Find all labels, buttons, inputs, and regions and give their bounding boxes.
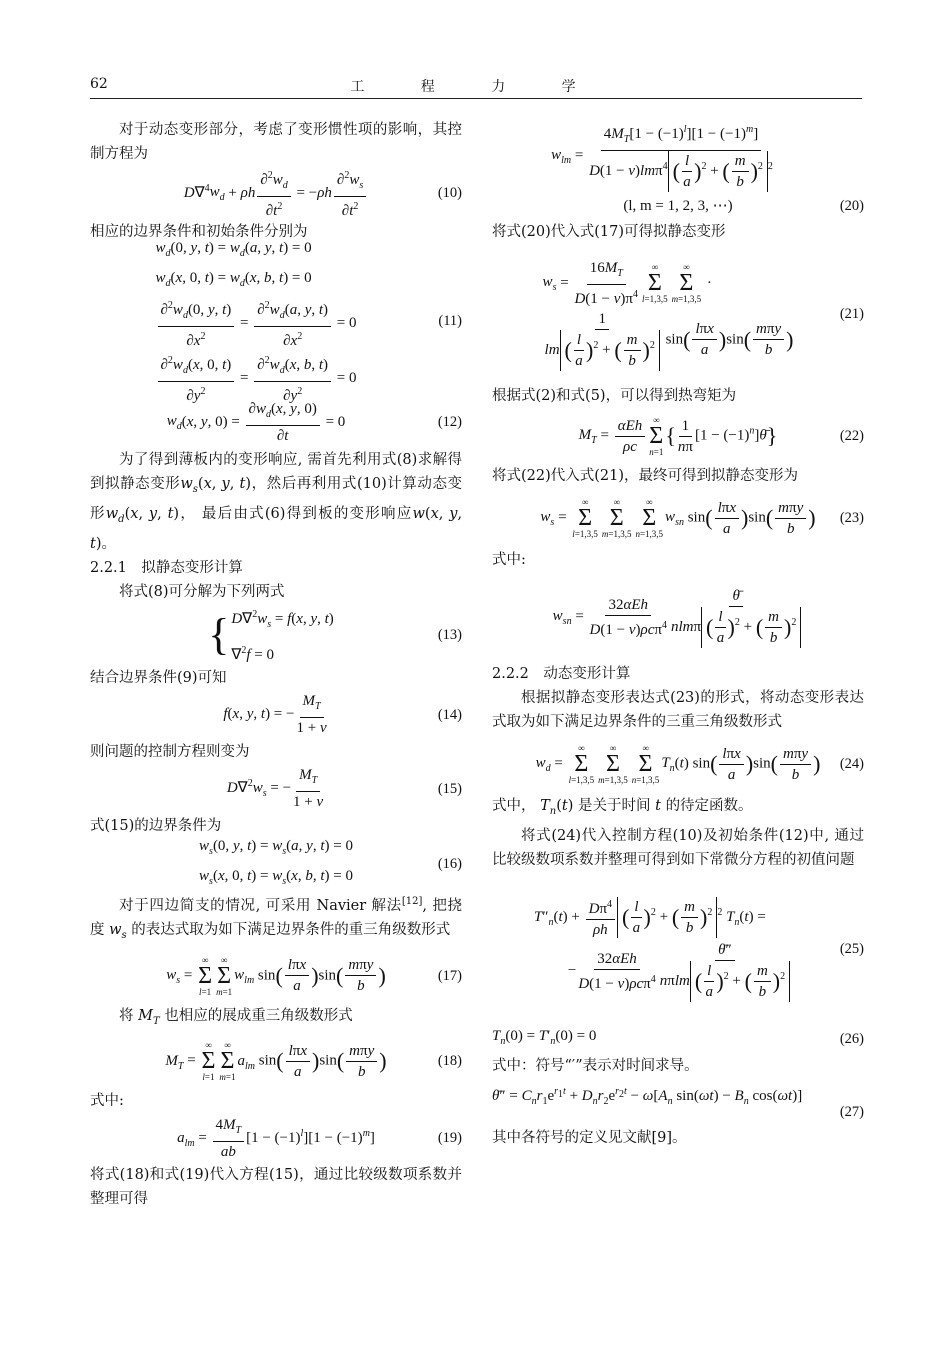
page-number: 62: [90, 76, 108, 92]
equation-12: $w_d(x$, y, 0) = $\frac{\partial w_d(x, y, 0)}{\partial t}$ = 0 (12): [166, 400, 462, 444]
equation-number: (27): [839, 1103, 864, 1120]
equation-number: (11): [438, 313, 462, 329]
paragraph: 将式(20)代入式(17)可得拟静态变形: [492, 224, 726, 240]
equation-number: (21): [839, 306, 864, 322]
equation-24: $w_d$ = ∞ Σ l=1,3,5 ∞ Σ m=1,3,5 ∞ Σ n=1,3,5 $T_n(t)$ sin( $\frac{\text{lπx}}{a}$ )sin( $\frac{\text{mπy}}{b}$ ) (24): [535, 743, 864, 785]
equation-22: $M_T$ = $\frac{\text{αEh}}{\rho c}$ ∞ Σ n=1 { $\frac{1}{n\pi}$ $[1 - (-1)^n]\thetā$} (22): [578, 415, 864, 457]
paragraph: 则问题的控制方程则变为: [90, 743, 250, 760]
equation-13: { $D\nabla^2w_s = f(x$, y, t) ∇$^2$f = 0 (13): [208, 608, 462, 663]
paragraph: 将式(8)可分解为下列两式: [119, 583, 285, 600]
equation-14: f(x, y, t) = − $\frac{M_T}{1 + \nu}$ (14): [223, 693, 462, 737]
equation-number: (14): [437, 706, 462, 723]
paragraph: 将 $M_T$ 也相应的展成重三角级数形式: [119, 1007, 353, 1027]
equation-21: $w_s$ = $\frac{16M_T}{D(1 - \nu)\pi^4}$ ∞ Σ l=1,3,5 ∞ Σ m=1,3,5 · 1 lm ( $\frac{l}{a}$ )$^2$ + ( $\frac{m}{b}$ )$^2$ sin( $\frac{\text{lπx}}{a}$ )sin( $\frac{\text{mπy}}{b}$ ) (21): [542, 259, 864, 369]
paragraph: 结合边界条件(9)可知: [90, 669, 227, 686]
equation-number: (26): [839, 1030, 864, 1047]
equation-16: $w_s(0$, y, $t) = w_s(a$, y, t) = 0 $w_s(x$, 0, $t) = w_s(x$, b, t) = 0 (16): [199, 837, 462, 887]
equation-number: (22): [839, 428, 864, 444]
equation-number: (20): [839, 198, 864, 214]
equation-25: $T''_n(t)$ + $\frac{D\pi^4}{\rho h}$ ( $\frac{l}{a}$ )$^2$ + ( $\frac{m}{b}$ )$^2$ $^2$ $T_n(t)$ = − $\frac{\text{32αEh}}{D(1 - \nu)\rho c\pi^4}$ θ̄″ nπlm ( $\frac{l}{a}$ )$^2$ + ( $\frac{m}{b}$ )$^2$ (25): [492, 874, 864, 1024]
paragraph: 根据式(2)和式(5)，可以得到热弯矩为: [492, 388, 737, 404]
left-column: [90, 118, 462, 1211]
section-heading: 2.2.1 拟静态变形计算: [90, 559, 243, 576]
paragraph: 式(15)的边界条件为: [90, 817, 222, 834]
equation-10: $D\nabla^4w_d + \rho h$ $\frac{\partial^2w_d}{\partial t^2}$ = −ρh $\frac{\partial^2w_s}{\partial t^2}$ (10): [90, 168, 462, 218]
paragraph: 将式(24)代入控制方程(10)及初始条件(12)中, 通过比较级数项系数并整理可得到如下常微分方程的初值问题: [492, 827, 864, 868]
paragraph: 式中：符号“′”表示对时间求导。: [492, 1057, 699, 1074]
equation-number: (12): [437, 414, 462, 430]
paragraph: 式中:: [492, 552, 526, 568]
equation-number: (17): [437, 967, 462, 984]
equation-number: (19): [437, 1130, 462, 1147]
paragraph: 将式(18)和式(19)代入方程(15)，通过比较级数项系数并整理可得: [90, 1167, 462, 1208]
equation-number: (18): [437, 1053, 462, 1070]
equation-wsn: $w_{sn}$ = $\frac{\text{32αEh}}{D(1 - \nu)\rho c\pi^4}$ θ̄ nlmπ ( $\frac{l}{a}$ )$^2$ + ( $\frac{m}{b}$ )$^2$: [492, 574, 864, 660]
paragraph: 将式(22)代入式(21)，最终可得到拟静态变形为: [492, 468, 799, 484]
equation-11: $w_d(0$, y, $t) = w_d(a$, y, t) = 0 $w_d(x$, 0, $t) = w_d(x$, b, t) = 0 $\frac{\partial^2w_d(0, y, t)}{\partial x^2}$ = $\frac{\partial^2w_d(a, y, t)}{\partial x^2}$ = 0 $\frac{\partial^2w_d(x, 0, t)}{\partial y^2}$ = $\frac{\partial^2w_d(x, b, t)}{\partial y^2}$ = 0 (11): [155, 240, 462, 404]
paragraph: 为了得到薄板内的变形响应, 需首先利用式(8)求解得到拟静态变形$w_s(x$, y, t)，然后再利用式(10)计算动态变形$w_d(x$, y, t)， 最后由式(6)得到板的变形响应w(x, y, t)。: [90, 452, 463, 552]
section-heading: 2.2.2 动态变形计算: [492, 666, 631, 682]
paragraph: 对于动态变形部分，考虑了变形惯性项的影响，其控制方程为: [90, 122, 462, 162]
equation-number: (10): [437, 185, 462, 201]
paragraph: 对于四边简支的情况, 可采用 Navier 解法[12], 把挠度 $w_s$ 的表达式取为如下满足边界条件的重三角级数形式: [90, 895, 463, 941]
equation-number: (24): [839, 756, 864, 772]
paragraph: 式中， $T_n(t)$ 是关于时间 t 的待定函数。: [492, 798, 753, 817]
equation-20-range: (l, m = 1, 2, 3, ⋯) (20): [492, 194, 864, 218]
equation-number: (25): [839, 940, 864, 957]
right-column: [492, 118, 864, 1150]
equation-number: (15): [437, 780, 462, 797]
equation-26: $T_n(0) = T'_n(0) = 0$ (26): [492, 1026, 864, 1052]
equation-number: (13): [437, 626, 462, 643]
page-header: [90, 76, 862, 99]
equation-17: $w_s$ = ∞ Σ l=1 ∞ Σ m=1 $w_{lm}$ sin( $\frac{\text{lπx}}{a}$ )sin( $\frac{\text{mπy}}{b}$ ) (17): [166, 954, 462, 997]
equation-27: θ̄″ = $C_nr_1e^{r_1t} + D_nr_2e^{r_2t} - \omega[A_n$ $\sin(\omega t) - B_n$ cos(ωt)] (27): [492, 1080, 864, 1124]
equation-number: (16): [437, 855, 462, 872]
paragraph: 根据拟静态变形表达式(23)的形式，将动态变形表达式取为如下满足边界条件的三重三角级数形式: [492, 690, 864, 730]
journal-title: 工 程 力 学: [350, 79, 602, 95]
paragraph: 相应的边界条件和初始条件分别为: [90, 224, 308, 240]
equation-18: $M_T$ = ∞ Σ l=1 ∞ Σ m=1 $a_{lm}$ sin( $\frac{\text{lπx}}{a}$ )sin( $\frac{\text{mπy}}{b}$ ) (18): [165, 1040, 462, 1083]
equation-number: (23): [839, 510, 864, 526]
equation-20: $w_{lm}$ = $4M_T[1 - (-1)^l][1 - (-1)^m]$ D(1 − ν)lmπ$^4$ ( $\frac{l}{a}$ )$^2$ + ( $\frac{m}{b}$ )$^2$ $^2$: [492, 120, 864, 192]
paragraph: 式中:: [90, 1093, 124, 1110]
equation-19: $a_{lm}$ = $\frac{4M_T}{ab}$ $[1 - (-1)^l][1 - (-1)^m]$ (19): [177, 1116, 462, 1160]
paragraph: 其中各符号的定义见文献[9]。: [492, 1129, 687, 1146]
equation-23: $w_s$ = ∞ Σ l=1,3,5 ∞ Σ m=1,3,5 ∞ Σ n=1,3,5 $w_{sn}$ sin( $\frac{\text{lπx}}{a}$ )sin( $\frac{\text{mπy}}{b}$ ) (23): [540, 497, 864, 539]
equation-15: $D\nabla^2w_s$ = − $\frac{M_T}{1 + \nu}$ (15): [226, 767, 462, 811]
